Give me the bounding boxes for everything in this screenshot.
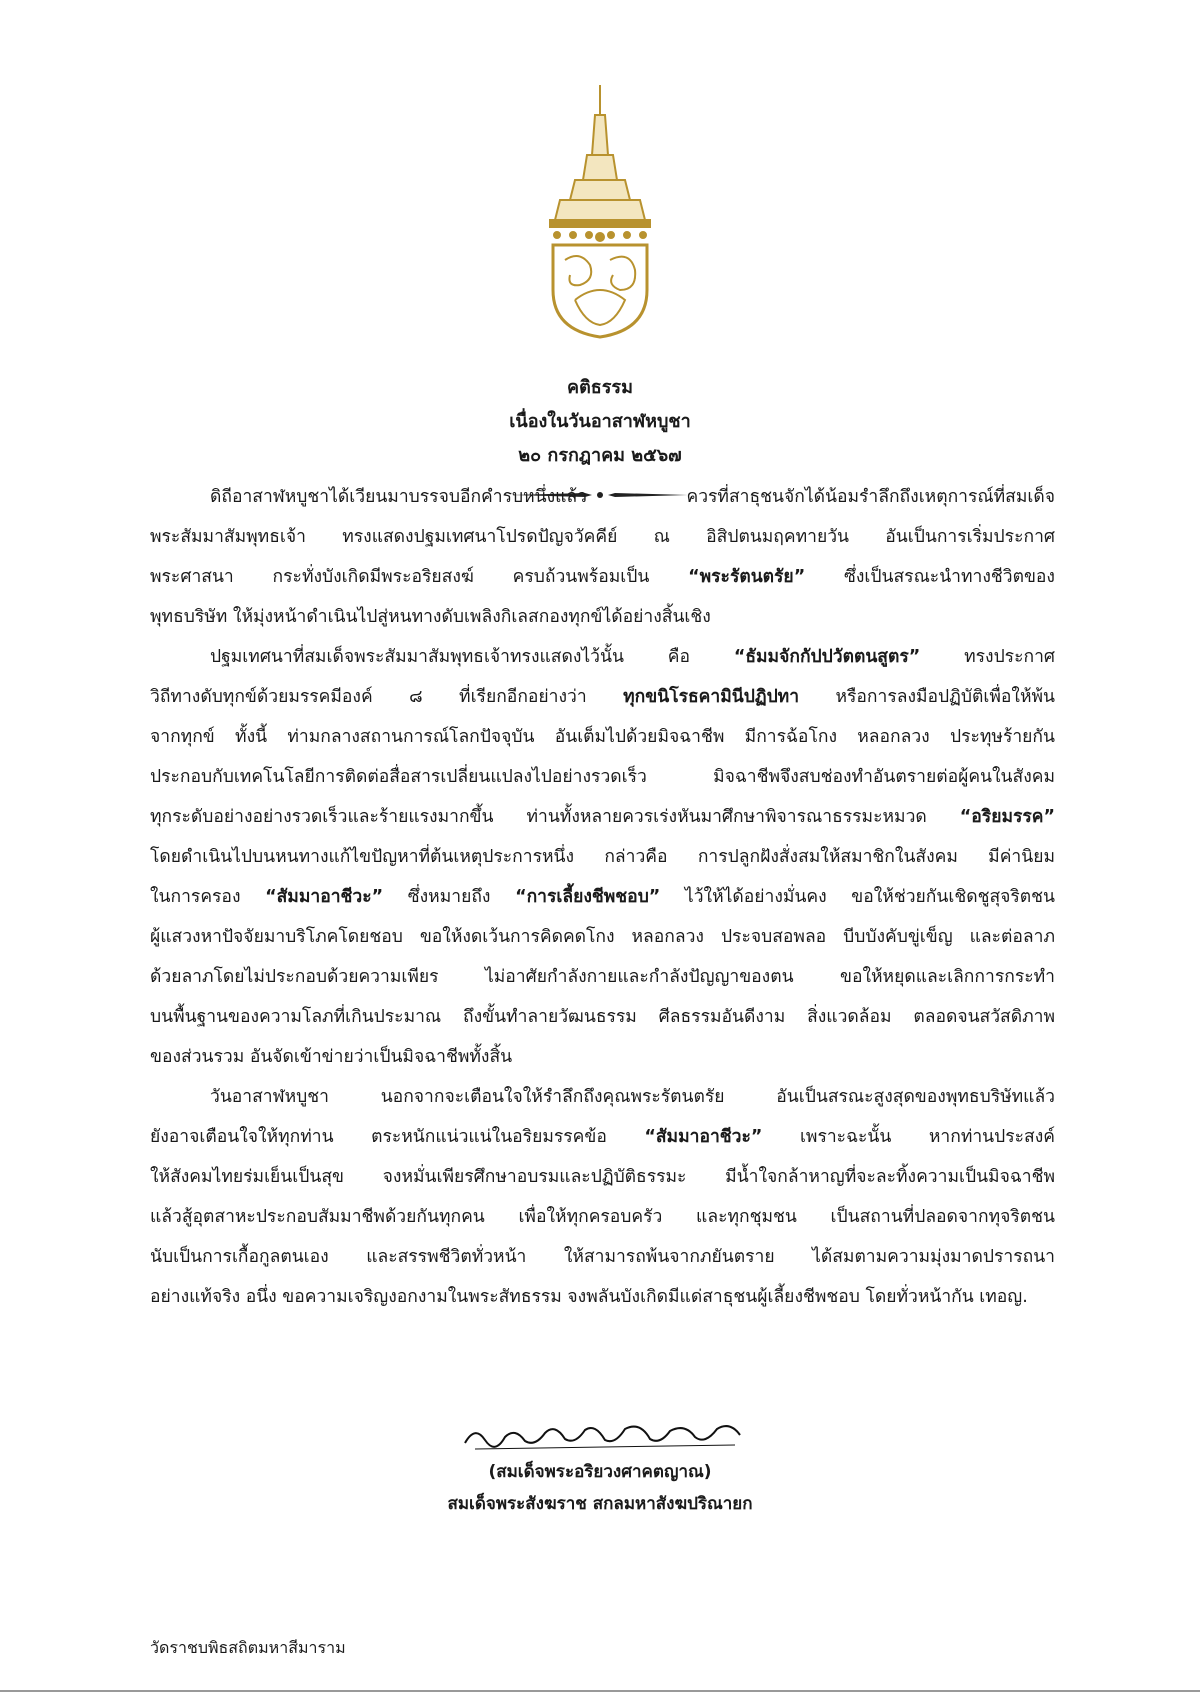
- body-line: [150, 525, 1055, 549]
- emphasized-term: “พระรัตนตรัย”: [688, 567, 806, 587]
- body-line: [150, 1205, 1055, 1229]
- body-text: นับเป็นการเกื้อกูลตนเอง และสรรพชีวิตทั่วหน้า ให้สามารถพ้นจากภยันตราย ได้สมตามความมุ่งมาดปรารถนา: [150, 1247, 1055, 1267]
- body-text: ทรงประกาศ: [920, 647, 1056, 667]
- body-text: พระสัมมาสัมพุทธเจ้า ทรงแสดงปฐมเทศนาโปรดปัญจวัคคีย์ ณ อิสิปตนมฤคทายวัน อันเป็นการเริ่มประกาศ: [150, 527, 1055, 547]
- body-line: [210, 1085, 1055, 1109]
- document-subtitle: เนื่องในวันอาสาฬหบูชา: [509, 411, 691, 432]
- document-date: ๒๐ กรกฎาคม ๒๕๖๗: [518, 445, 682, 466]
- body-text: ไว้ให้ได้อย่างมั่นคง ขอให้ช่วยกันเชิดชูสุจริตชน: [660, 887, 1055, 907]
- body-text: วันอาสาฬหบูชา นอกจากจะเตือนใจให้รำลึกถึงคุณพระรัตนตรัย อันเป็นสรณะสูงสุดของพุทธบริษัทแล้ว: [210, 1087, 1055, 1107]
- body-line: [150, 565, 1055, 589]
- body-text: พระศาสนา กระทั่งบังเกิดมีพระอริยสงฆ์ ครบถ้วนพร้อมเป็น: [150, 567, 689, 587]
- emphasized-term: “อริยมรรค”: [959, 807, 1055, 827]
- signatory-title: สมเด็จพระสังฆราช สกลมหาสังฆปริณายก: [447, 1494, 753, 1514]
- body-text: ซึ่งหมายถึง: [383, 887, 516, 907]
- body-line: [210, 645, 1055, 669]
- body-text: ด้วยลาภโดยไม่ประกอบด้วยความเพียร ไม่อาศัยกำลังกายและกำลังปัญญาของตน ขอให้หยุดและเลิกการกระทำ: [150, 967, 1055, 987]
- body-text: ประกอบกับเทคโนโลยีการติดต่อสื่อสารเปลี่ยนแปลงไปอย่างรวดเร็ว มิจฉาชีพจึงสบช่องทำอันตรายต่อผู้คนในสังคม: [150, 767, 1055, 787]
- body-line: [150, 765, 1055, 789]
- body-line: [150, 805, 1055, 829]
- body-text: ของส่วนรวม อันจัดเข้าข่ายว่าเป็นมิจฉาชีพทั้งสิ้น: [150, 1047, 513, 1067]
- body-line: [150, 925, 1055, 949]
- body-text: อย่างแท้จริง อนึ่ง ขอความเจริญงอกงามในพระสัทธรรม จงพลันบังเกิดมีแด่สาธุชนผู้เลี้ยงชีพชอบ โดยทั่วหน้ากัน เทอญ.: [150, 1287, 1028, 1307]
- body-line: [150, 1005, 1055, 1029]
- royal-emblem-logo: [545, 85, 655, 340]
- body-line: [150, 725, 1055, 749]
- body-text: ให้สังคมไทยร่มเย็นเป็นสุข จงหมั่นเพียรศึกษาอบรมและปฏิบัติธรรมะ มีน้ำใจกล้าหาญที่จะละทิ้งความเป็นมิจฉาชีพ: [150, 1167, 1055, 1187]
- body-line: [150, 1165, 1055, 1189]
- emphasized-term: “สัมมาอาชีวะ”: [644, 1127, 763, 1147]
- body-text: ปฐมเทศนาที่สมเด็จพระสัมมาสัมพุทธเจ้าทรงแสดงไว้นั้น คือ: [210, 647, 734, 667]
- body-text: เพราะฉะนั้น หากท่านประสงค์: [762, 1127, 1055, 1147]
- body-text: บนพื้นฐานของความโลภที่เกินประมาณ ถึงขั้นทำลายวัฒนธรรม ศีลธรรมอันดีงาม สิ่งแวดล้อม ตลอดจนสวัสดิภาพ: [150, 1007, 1055, 1027]
- body-text: ในการครอง: [150, 887, 266, 907]
- body-line: [150, 845, 1055, 869]
- document-title: คติธรรม: [567, 377, 633, 398]
- body-text: จากทุกข์ ทั้งนี้ ท่ามกลางสถานการณ์โลกปัจจุบัน อันเต็มไปด้วยมิจฉาชีพ มีการฉ้อโกง หลอกลวง ประทุษร้ายกัน: [150, 727, 1055, 747]
- emphasized-term: “สัมมาอาชีวะ”: [265, 887, 384, 907]
- body-line: [150, 605, 1055, 629]
- body-text: ดิถีอาสาฬหบูชาได้เวียนมาบรรจบอีกคำรบหนึ่งแล้ว ควรที่สาธุชนจักได้น้อมรำลึกถึงเหตุการณ์ที่สมเด็จ: [210, 487, 1055, 507]
- page-edge: [0, 1690, 1200, 1692]
- signatory-name: (สมเด็จพระอริยวงศาคตญาณ): [488, 1462, 712, 1482]
- body-line: [150, 685, 1055, 709]
- body-text: โดยดำเนินไปบนหนทางแก้ไขปัญหาที่ต้นเหตุประการหนึ่ง กล่าวคือ การปลูกฝังสั่งสมให้สมาชิกในสังคม มีค่านิยม: [150, 847, 1055, 867]
- body-text: หรือการลงมือปฏิบัติเพื่อให้พ้น: [799, 687, 1055, 707]
- body-text: วิถีทางดับทุกข์ด้วยมรรคมีองค์ ๘ ที่เรียกอีกอย่างว่า: [150, 687, 624, 707]
- body-text: พุทธบริษัท ให้มุ่งหน้าดำเนินไปสู่หนทางดับเพลิงกิเลสกองทุกข์ได้อย่างสิ้นเชิง: [150, 607, 711, 627]
- body-text: ทุกระดับอย่างอย่างรวดเร็วและร้ายแรงมากขึ้น ท่านทั้งหลายควรเร่งหันมาศึกษาพิจารณาธรรมะหมวด: [150, 807, 960, 827]
- emphasized-term: “การเลี้ยงชีพชอบ”: [515, 887, 661, 907]
- footer-place: วัดราชบพิธสถิตมหาสีมาราม: [150, 1638, 346, 1657]
- body-line: [150, 1125, 1055, 1149]
- body-text: ยังอาจเตือนใจให้ทุกท่าน ตระหนักแน่วแน่ในอริยมรรคข้อ: [150, 1127, 645, 1147]
- body-line: [150, 965, 1055, 989]
- emphasized-term: “ธัมมจักกัปปวัตตนสูตร”: [733, 647, 921, 667]
- body-line: [150, 885, 1055, 909]
- body-line: [150, 1045, 1055, 1069]
- body-text: ซึ่งเป็นสรณะนำทางชีวิตของ: [805, 567, 1055, 587]
- body-text: ผู้แสวงหาปัจจัยมาบริโภคโดยชอบ ขอให้งดเว้นการคิดคดโกง หลอกลวง ประจบสอพลอ บีบบังคับขู่เข็ญ และต่อลาภ: [150, 927, 1055, 947]
- emphasized-term: ทุกขนิโรธคามินีปฏิปทา: [623, 687, 800, 707]
- body-line: [150, 1245, 1055, 1269]
- handwritten-signature: [455, 1415, 755, 1455]
- body-line: [210, 485, 1055, 509]
- body-text: แล้วสู้อุตสาหะประกอบสัมมาชีพด้วยกันทุกคน เพื่อให้ทุกครอบครัว และทุกชุมชน เป็นสถานที่ปลอดจากทุจริตชน: [150, 1207, 1055, 1227]
- body-line: [150, 1285, 1055, 1309]
